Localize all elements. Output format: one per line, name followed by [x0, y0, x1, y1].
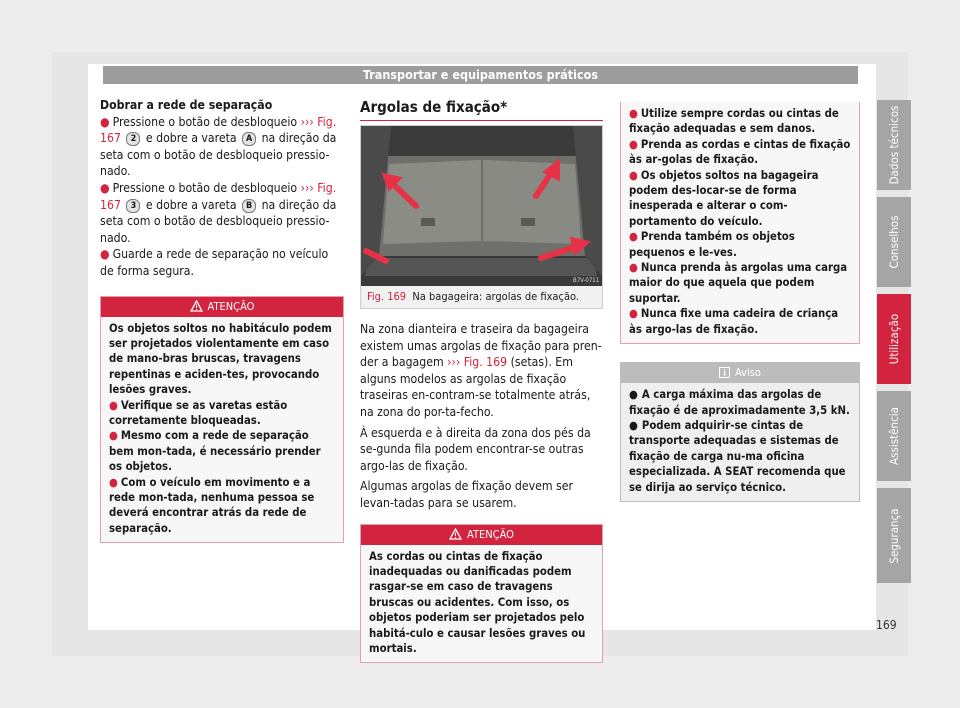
figure-link[interactable]: ››› Fig. 169 [447, 355, 508, 370]
step-3: ● Guarde a rede de separação no veículo de forma segura. [100, 247, 329, 278]
tab-conselhos[interactable]: Conselhos [877, 197, 911, 287]
figure-link[interactable]: ››› Fig. 167 [100, 180, 337, 212]
warning-triangle-icon [190, 300, 203, 312]
bullet-icon: ● [100, 114, 110, 129]
warning-item: ● Mesmo com a rede de separação bem mon-tada, é necessário prender os objetos. [109, 429, 321, 474]
tab-utilizacao[interactable]: Utilização [877, 294, 911, 384]
figure-link[interactable]: ››› Fig. 167 [100, 114, 337, 146]
page-header: Transportar e equipamentos práticos [103, 66, 858, 84]
bullet-icon: ● [629, 137, 638, 151]
warning-text: As cordas ou cintas de fixação inadequadas ou danificadas podem rasgar-se em caso de travagens bruscas ou acidentes. Com isso, os objetos poderiam ser projetados pelo habitá-culo e causar lesões graves ou mortais. [369, 549, 586, 655]
bullet-icon: ● [629, 261, 638, 275]
figure-code: B7V-0711 [573, 277, 600, 284]
callout-number: 2 [126, 132, 140, 146]
step-2: ● Pressione o botão de desbloqueio ››› Fig. 167 3 e dobre a vareta B na direção da seta com o botão de desbloqueio pressio-nado. [100, 180, 337, 245]
warning-item: ● Os objetos soltos na bagageira podem des-locar-se de forma inesperada e alterar o com-portamento do veículo. [629, 168, 819, 228]
figure-caption: Fig. 169 Na bagageira: argolas de fixação. [367, 290, 580, 303]
warning-item: ● Nunca fixe uma cadeira de criança às argo-las de fixação. [629, 307, 839, 336]
bullet-icon: ● [109, 475, 118, 489]
column-3 [620, 102, 860, 502]
bullet-icon: ● [109, 398, 118, 412]
callout-letter: A [242, 132, 256, 146]
tab-seguranca[interactable]: Segurança [877, 488, 911, 583]
bullet-icon: ● [629, 107, 638, 120]
warning-triangle-icon [449, 528, 462, 540]
warning-item: ● Com o veículo em movimento e a rede mon-tada, nenhuma pessoa se deverá encontrar atrás da rede de separação. [109, 475, 315, 535]
warning-item: ● Prenda também os objetos pequenos e le-ves. [629, 230, 795, 259]
column-1 [100, 97, 344, 543]
note-header: Aviso [621, 363, 859, 383]
bullet-icon: ● [629, 307, 638, 321]
warning-header: ATENÇÃO [361, 525, 602, 545]
section-title: Argolas de fixação* [360, 97, 603, 121]
note-item: ● Podem adquirir-se cintas de transporte adequadas e sistemas de fixação de carga nu-ma oficina especializada. A SEAT recomenda que se dirija ao serviço técnico. [629, 418, 846, 494]
warning-item: ● Nunca prenda às argolas uma carga maior do que aquela que podem suportar. [629, 261, 848, 305]
warning-item: ● Utilize sempre cordas ou cintas de fixação adequadas e sem danos. [629, 107, 839, 136]
note-box [620, 362, 860, 502]
warning-box [360, 524, 603, 664]
warning-item: ● Prenda as cordas e cintas de fixação às ar-golas de fixação. [629, 137, 851, 167]
paragraph-1: Na zona dianteira e traseira da bagageira existem umas argolas de fixação para pren-der a bagagem ››› Fig. 169 (setas). Em alguns modelos as argolas de fixação traseiras en-contram-se totalmente atrás, na zona do por-ta-fecho. [360, 322, 602, 419]
bullet-icon: ● [629, 418, 638, 432]
callout-number: 3 [126, 199, 140, 213]
warning-item: ● Verifique se as varetas estão corretamente bloqueadas. [109, 398, 288, 427]
tab-assistencia[interactable]: Assistência [877, 391, 911, 481]
paragraph-3: Algumas argolas de fixação devem ser levan-tadas para se usarem. [360, 479, 574, 510]
column-2 [360, 97, 603, 663]
tab-dados-tecnicos[interactable]: Dados técnicos [877, 100, 911, 190]
bullet-icon: ● [100, 247, 110, 262]
info-icon [719, 367, 730, 378]
step-1: ● Pressione o botão de desbloqueio ››› Fig. 167 2 e dobre a vareta A na direção da seta com o botão de desbloqueio pressio-nado. [100, 114, 337, 179]
trunk-illustration [361, 126, 602, 286]
paragraph-2: À esquerda e à direita da zona dos pés da se-gunda fila podem encontrar-se outras argo-las de fixação. [360, 425, 591, 473]
bullet-icon: ● [629, 230, 638, 244]
bullet-icon: ● [629, 168, 638, 182]
bullet-icon: ● [109, 429, 118, 443]
callout-letter: B [242, 199, 256, 213]
warning-box-continued [620, 102, 860, 344]
note-item: ● A carga máxima das argolas de fixação é de aproximadamente 3,5 kN. [629, 388, 850, 417]
section-heading: Dobrar a rede de separação [100, 98, 273, 112]
page-number: 169 [876, 618, 897, 632]
figure-169 [360, 125, 603, 309]
bullet-icon: ● [629, 388, 638, 402]
warning-box [100, 296, 344, 544]
warning-header: ATENÇÃO [101, 297, 343, 317]
bullet-icon: ● [100, 180, 110, 195]
warning-intro: Os objetos soltos no habitáculo podem ser projetados violentamente em caso de mano-bras bruscas, travagens repentinas e aciden-tes, provocando lesões graves. [109, 321, 332, 397]
